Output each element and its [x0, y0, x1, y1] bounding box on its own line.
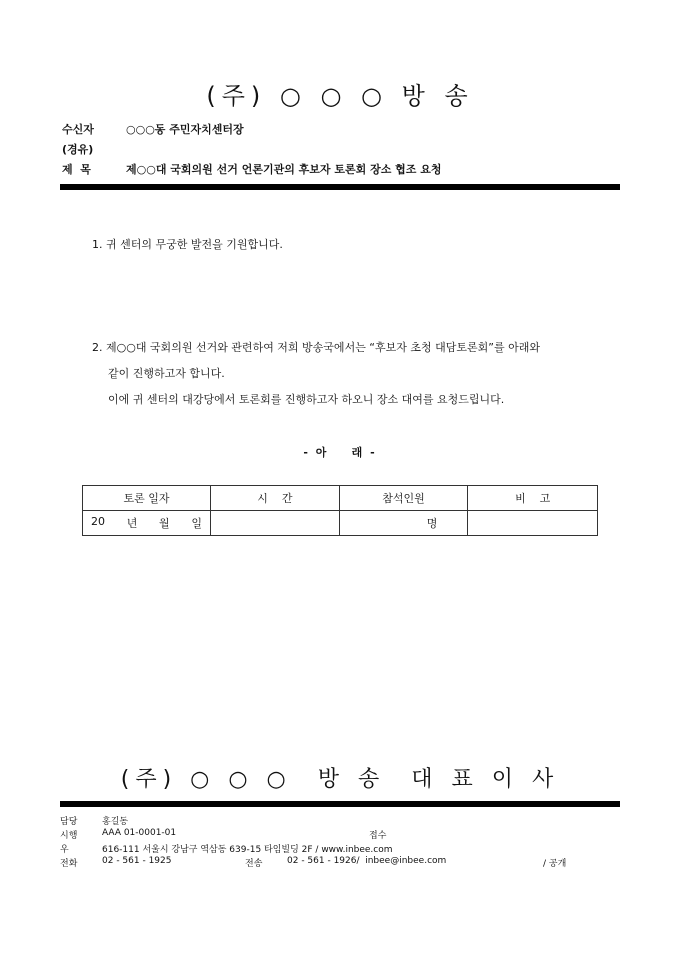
footer-divider — [60, 801, 620, 807]
attendees-unit: 명 — [426, 517, 438, 530]
header-remarks: 비 고 — [468, 486, 598, 511]
header-time: 시 간 — [211, 486, 340, 511]
organization-title: (주) ○ ○ ○ 방 송 — [206, 82, 474, 110]
date-cell[interactable] — [83, 511, 211, 536]
manager-value: 홍길동 — [102, 817, 129, 827]
address-value: 616-111 서울시 강남구 역삼동 639-15 타임빌딩 2F / www.inbee.com — [102, 845, 393, 855]
paragraph-2-line-3: 이에 귀 센터의 대강당에서 토론회를 진행하고자 하오니 장소 대여를 요청드립니다. — [108, 393, 505, 406]
header-date: 토론 일자 — [83, 486, 211, 511]
table-row — [83, 511, 598, 536]
time-cell[interactable] — [211, 511, 340, 536]
header-divider — [60, 184, 620, 190]
date-year-prefix: 20 — [91, 515, 105, 528]
paragraph-1: 1. 귀 센터의 무궁한 발전을 기원합니다. — [92, 238, 283, 251]
recipient-value: ○○○동 주민자치센터장 — [126, 123, 244, 136]
footer-title: (주) ○ ○ ○ 방 송 대 표 이 사 — [120, 767, 560, 792]
fax-value: 02 - 561 - 1926/ inbee@inbee.com — [287, 856, 447, 866]
phone-label: 전화 — [60, 859, 78, 869]
date-month-unit: 월 — [159, 517, 170, 530]
schedule-table — [82, 485, 598, 536]
notice-heading: - 아 래 - — [303, 446, 377, 459]
header-attendees: 참석인원 — [339, 486, 468, 511]
subject-label: 제 목 — [62, 163, 91, 176]
enforce-value: AAA 01-0001-01 — [102, 828, 177, 838]
enforce-label: 시행 — [60, 831, 78, 841]
manager-label: 담당 — [60, 817, 78, 827]
postal-label: 우 — [60, 845, 69, 855]
recipient-label: 수신자 — [62, 123, 94, 136]
paragraph-2-line-1: 2. 제○○대 국회의원 선거와 관련하여 저희 방송국에서는 “후보자 초청 대담토론회”를 아래와 — [92, 341, 540, 354]
table-header-row — [83, 486, 598, 511]
date-year-unit: 년 — [126, 517, 138, 530]
phone-value: 02 - 561 - 1925 — [102, 856, 172, 866]
fax-label: 전송 — [245, 859, 263, 869]
remarks-cell[interactable] — [468, 511, 598, 536]
attendees-cell[interactable] — [339, 511, 468, 536]
via-label: (경유) — [62, 143, 94, 156]
disclosure-value: / 공개 — [543, 859, 567, 869]
date-day-unit: 일 — [191, 517, 203, 530]
subject-value: 제○○대 국회의원 선거 언론기관의 후보자 토론회 장소 협조 요청 — [126, 163, 442, 176]
receipt-label: 접수 — [369, 831, 387, 841]
paragraph-2-line-2: 같이 진행하고자 합니다. — [108, 367, 225, 380]
